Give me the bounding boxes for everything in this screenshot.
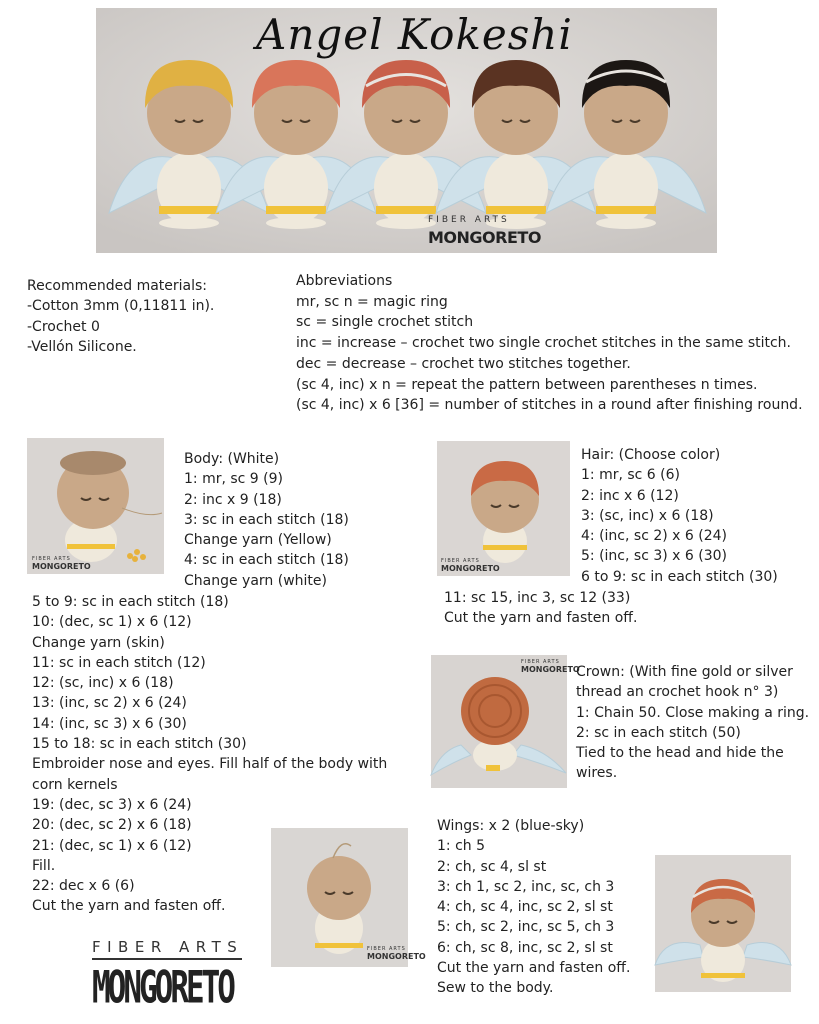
materials-title: Recommended materials: (27, 278, 208, 294)
hair-round: 1: mr, sc 6 (6) (581, 467, 680, 484)
abbreviations-section (296, 271, 803, 416)
body-round: 2: inc x 9 (18) (184, 491, 282, 508)
abbreviation-line: (sc 4, inc) x 6 [36] = number of stitches in a round after finishing round. (296, 397, 803, 414)
wings-round: Sew to the body. (437, 980, 554, 997)
hair-round: 11: sc 15, inc 3, sc 12 (33) (444, 590, 631, 606)
body-section-indented (184, 449, 349, 591)
hair-title: Hair: (Choose color) (581, 447, 721, 463)
body-round: Cut the yarn and fasten off. (32, 898, 226, 915)
body-round: 15 to 18: sc in each stitch (30) (32, 736, 247, 753)
crown-photo (431, 655, 580, 788)
body-photo-watermark-top: FIBER ARTS (32, 556, 71, 562)
body-round: 21: (dec, sc 1) x 6 (12) (32, 837, 192, 854)
hair-round: 5: (inc, sc 3) x 6 (30) (581, 548, 727, 565)
hair-photo-watermark-top: FIBER ARTS (441, 558, 480, 564)
body-finished-photo (271, 828, 426, 967)
crown-round: 2: sc in each stitch (50) (576, 724, 741, 741)
crown-photo-watermark: MONGORETO (521, 665, 580, 674)
body-round: 13: (inc, sc 2) x 6 (24) (32, 695, 187, 712)
body-title: Body: (White) (184, 451, 280, 467)
body-step-illustration (27, 438, 164, 574)
materials-section (27, 276, 214, 358)
hair-round: 4: (inc, sc 2) x 6 (24) (581, 528, 727, 545)
crown-round: 1: Chain 50. Close making a ring. (576, 704, 810, 721)
body-round: 12: (sc, inc) x 6 (18) (32, 675, 174, 692)
hero-brand-name: MONGORETO (428, 228, 541, 247)
hero-photo (96, 8, 717, 253)
wings-round: Cut the yarn and fasten off. (437, 960, 631, 977)
body-round: Change yarn (Yellow) (184, 532, 332, 549)
abbreviations-title: Abbreviations (296, 273, 393, 289)
materials-line: -Crochet 0 (27, 318, 100, 335)
materials-line: -Vellón Silicone. (27, 339, 137, 356)
body-round: 1: mr, sc 9 (9) (184, 471, 283, 488)
body-round: 11: sc in each stitch (12) (32, 654, 206, 671)
wings-round: 1: ch 5 (437, 838, 486, 855)
wings-step-illustration (655, 855, 791, 992)
body-round: Change yarn (white) (184, 572, 327, 589)
body-round: 14: (inc, sc 3) x 6 (30) (32, 715, 187, 732)
wings-photo (655, 855, 791, 992)
hair-round: 6 to 9: sc in each stitch (30) (581, 568, 778, 585)
abbreviation-line: sc = single crochet stitch (296, 314, 474, 331)
crown-round: Tied to the head and hide the (576, 745, 784, 762)
brand-logo (92, 938, 248, 1015)
body-round: 20: (dec, sc 2) x 6 (18) (32, 817, 192, 834)
abbreviation-line: dec = decrease – crochet two stitches together. (296, 355, 631, 372)
wings-round: 2: ch, sc 4, sl st (437, 858, 547, 875)
brand-logo-name: MONGORETO (92, 962, 233, 1015)
body-photo (27, 438, 164, 574)
body-round: 5 to 9: sc in each stitch (18) (32, 594, 229, 610)
crown-title: thread an crochet hook n° 3) (576, 684, 779, 701)
hair-round: 3: (sc, inc) x 6 (18) (581, 507, 714, 524)
hair-photo-watermark: MONGORETO (441, 564, 500, 573)
wings-title: Wings: x 2 (blue-sky) (437, 818, 585, 834)
crown-step-illustration (431, 655, 567, 788)
crown-round: wires. (576, 765, 618, 782)
wings-round: 3: ch 1, sc 2, inc, sc, ch 3 (437, 878, 615, 895)
hair-section-end (444, 588, 637, 629)
wings-round: 5: ch, sc 2, inc, sc 5, ch 3 (437, 919, 615, 936)
abbreviation-line: (sc 4, inc) x n = repeat the pattern between parentheses n times. (296, 376, 758, 393)
body-round: Change yarn (skin) (32, 634, 165, 651)
body-round: 3: sc in each stitch (18) (184, 511, 349, 528)
hair-round: 2: inc x 6 (12) (581, 487, 679, 504)
finished-photo-watermark-top: FIBER ARTS (367, 946, 406, 952)
hero-brand-top: FIBER ARTS (428, 215, 510, 225)
hair-step-illustration (437, 441, 570, 576)
finished-photo-watermark: MONGORETO (367, 952, 426, 961)
body-round: 19: (dec, sc 3) x 6 (24) (32, 796, 192, 813)
abbreviation-line: inc = increase – crochet two single crochet stitches in the same stitch. (296, 335, 792, 352)
crown-photo-watermark-top: FIBER ARTS (521, 659, 560, 665)
body-round: 10: (dec, sc 1) x 6 (12) (32, 614, 192, 631)
body-round: Embroider nose and eyes. Fill half of the body with (32, 756, 388, 773)
crown-section (576, 662, 809, 784)
hair-round: Cut the yarn and fasten off. (444, 610, 638, 627)
body-round: 4: sc in each stitch (18) (184, 552, 349, 569)
wings-section (437, 816, 630, 999)
materials-line: -Cotton 3mm (0,11811 in). (27, 298, 215, 315)
wings-round: 4: ch, sc 4, inc, sc 2, sl st (437, 899, 613, 916)
hair-photo (437, 441, 570, 576)
wings-round: 6: ch, sc 8, inc, sc 2, sl st (437, 939, 613, 956)
body-round: corn kernels (32, 776, 118, 793)
abbreviation-line: mr, sc n = magic ring (296, 293, 448, 310)
body-photo-watermark: MONGORETO (32, 562, 91, 571)
body-round: 22: dec x 6 (6) (32, 878, 135, 895)
hair-section (581, 445, 778, 587)
page-title: Angel Kokeshi (256, 10, 573, 59)
brand-logo-top: FIBER ARTS (92, 938, 242, 960)
crown-title: Crown: (With fine gold or silver (576, 664, 793, 680)
body-round: Fill. (32, 857, 56, 874)
